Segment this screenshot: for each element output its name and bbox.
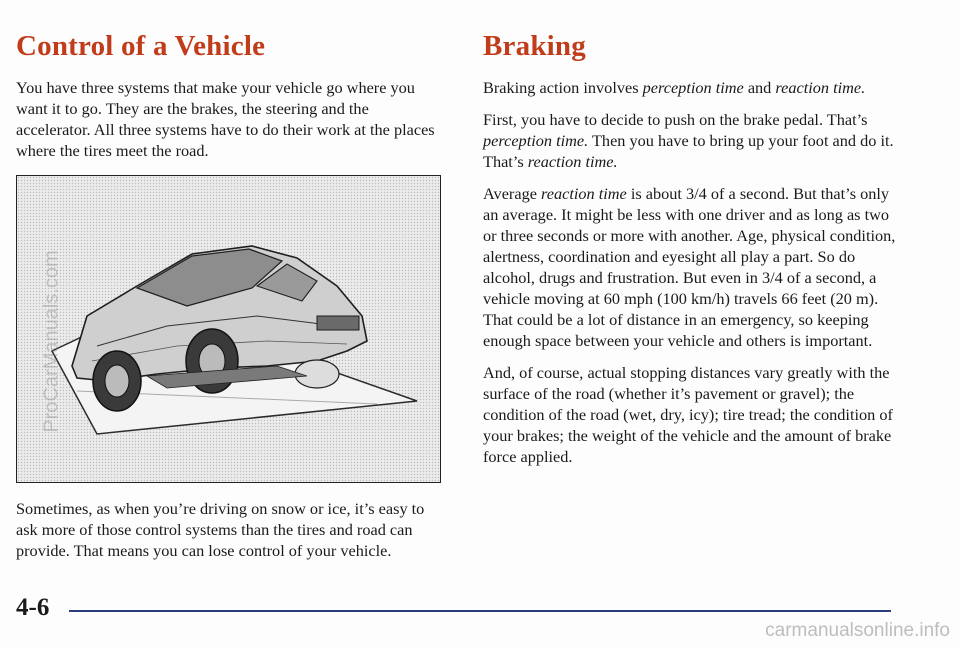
page-number: 4-6	[16, 594, 50, 621]
text-run: Then you have to bring up your foot and do it. That’s	[483, 131, 894, 171]
text-run: Braking action involves	[483, 78, 643, 97]
perception-paragraph	[483, 109, 901, 172]
text-run: is about 3/4 of a second. But that’s only an average. It might be less with one driver and as long as two or three seconds or more with another. Age, physical condition, alertness, coordination and eyesight all play a part. So do alcohol, drugs and frustration. But even in 3/4 of a second, a vehicle moving at 60 mph (100 km/h) travels 66 feet (20 m). That could be a lot of distance in an emergency, so keeping enough space between your vehicle and others is important.	[483, 184, 896, 350]
emphasis-reaction-time: reaction time	[541, 184, 627, 203]
control-intro-paragraph: You have three systems that make your vehicle go where you want it to go. They are the brakes, the steering and the accelerator. All three systems have to do their work at the places where the tires meet the road.	[16, 78, 435, 160]
section-title-control: Control of a Vehicle	[16, 30, 266, 62]
text-run: Average	[483, 184, 542, 203]
braking-intro-paragraph	[483, 77, 901, 98]
emphasis-reaction-time: reaction time.	[775, 78, 866, 97]
reaction-time-paragraph	[483, 183, 901, 351]
text-run: First, you have to decide to push on the brake pedal. That’s	[483, 110, 868, 129]
stopping-distance-paragraph: And, of course, actual stopping distances vary greatly with the surface of the road (whether it’s pavement or gravel); the condition of the road (wet, dry, icy); tire tread; the condition of your brakes; the weight of the vehicle and the amount of brake force applied.	[483, 363, 893, 466]
emphasis-perception-time: perception time	[642, 78, 744, 97]
section-title-braking: Braking	[483, 30, 586, 62]
bottom-watermark: carmanualsonline.info	[765, 620, 950, 641]
left-bottom-column	[16, 498, 446, 572]
emphasis-perception-time: perception time.	[483, 131, 589, 150]
text-run: and	[743, 78, 776, 97]
left-column	[16, 30, 446, 172]
control-loss-paragraph: Sometimes, as when you’re driving on snow or ice, it’s easy to ask more of those control systems than the tires and road can provide. That means you can lose control of your vehicle.	[16, 499, 425, 560]
right-column	[483, 30, 901, 478]
emphasis-reaction-time: reaction time.	[527, 152, 618, 171]
vehicle-illustration	[16, 175, 441, 483]
car-on-road-drawing	[17, 176, 440, 482]
side-watermark: ProCarManuals.com	[40, 250, 63, 433]
footer-rule	[69, 610, 891, 612]
